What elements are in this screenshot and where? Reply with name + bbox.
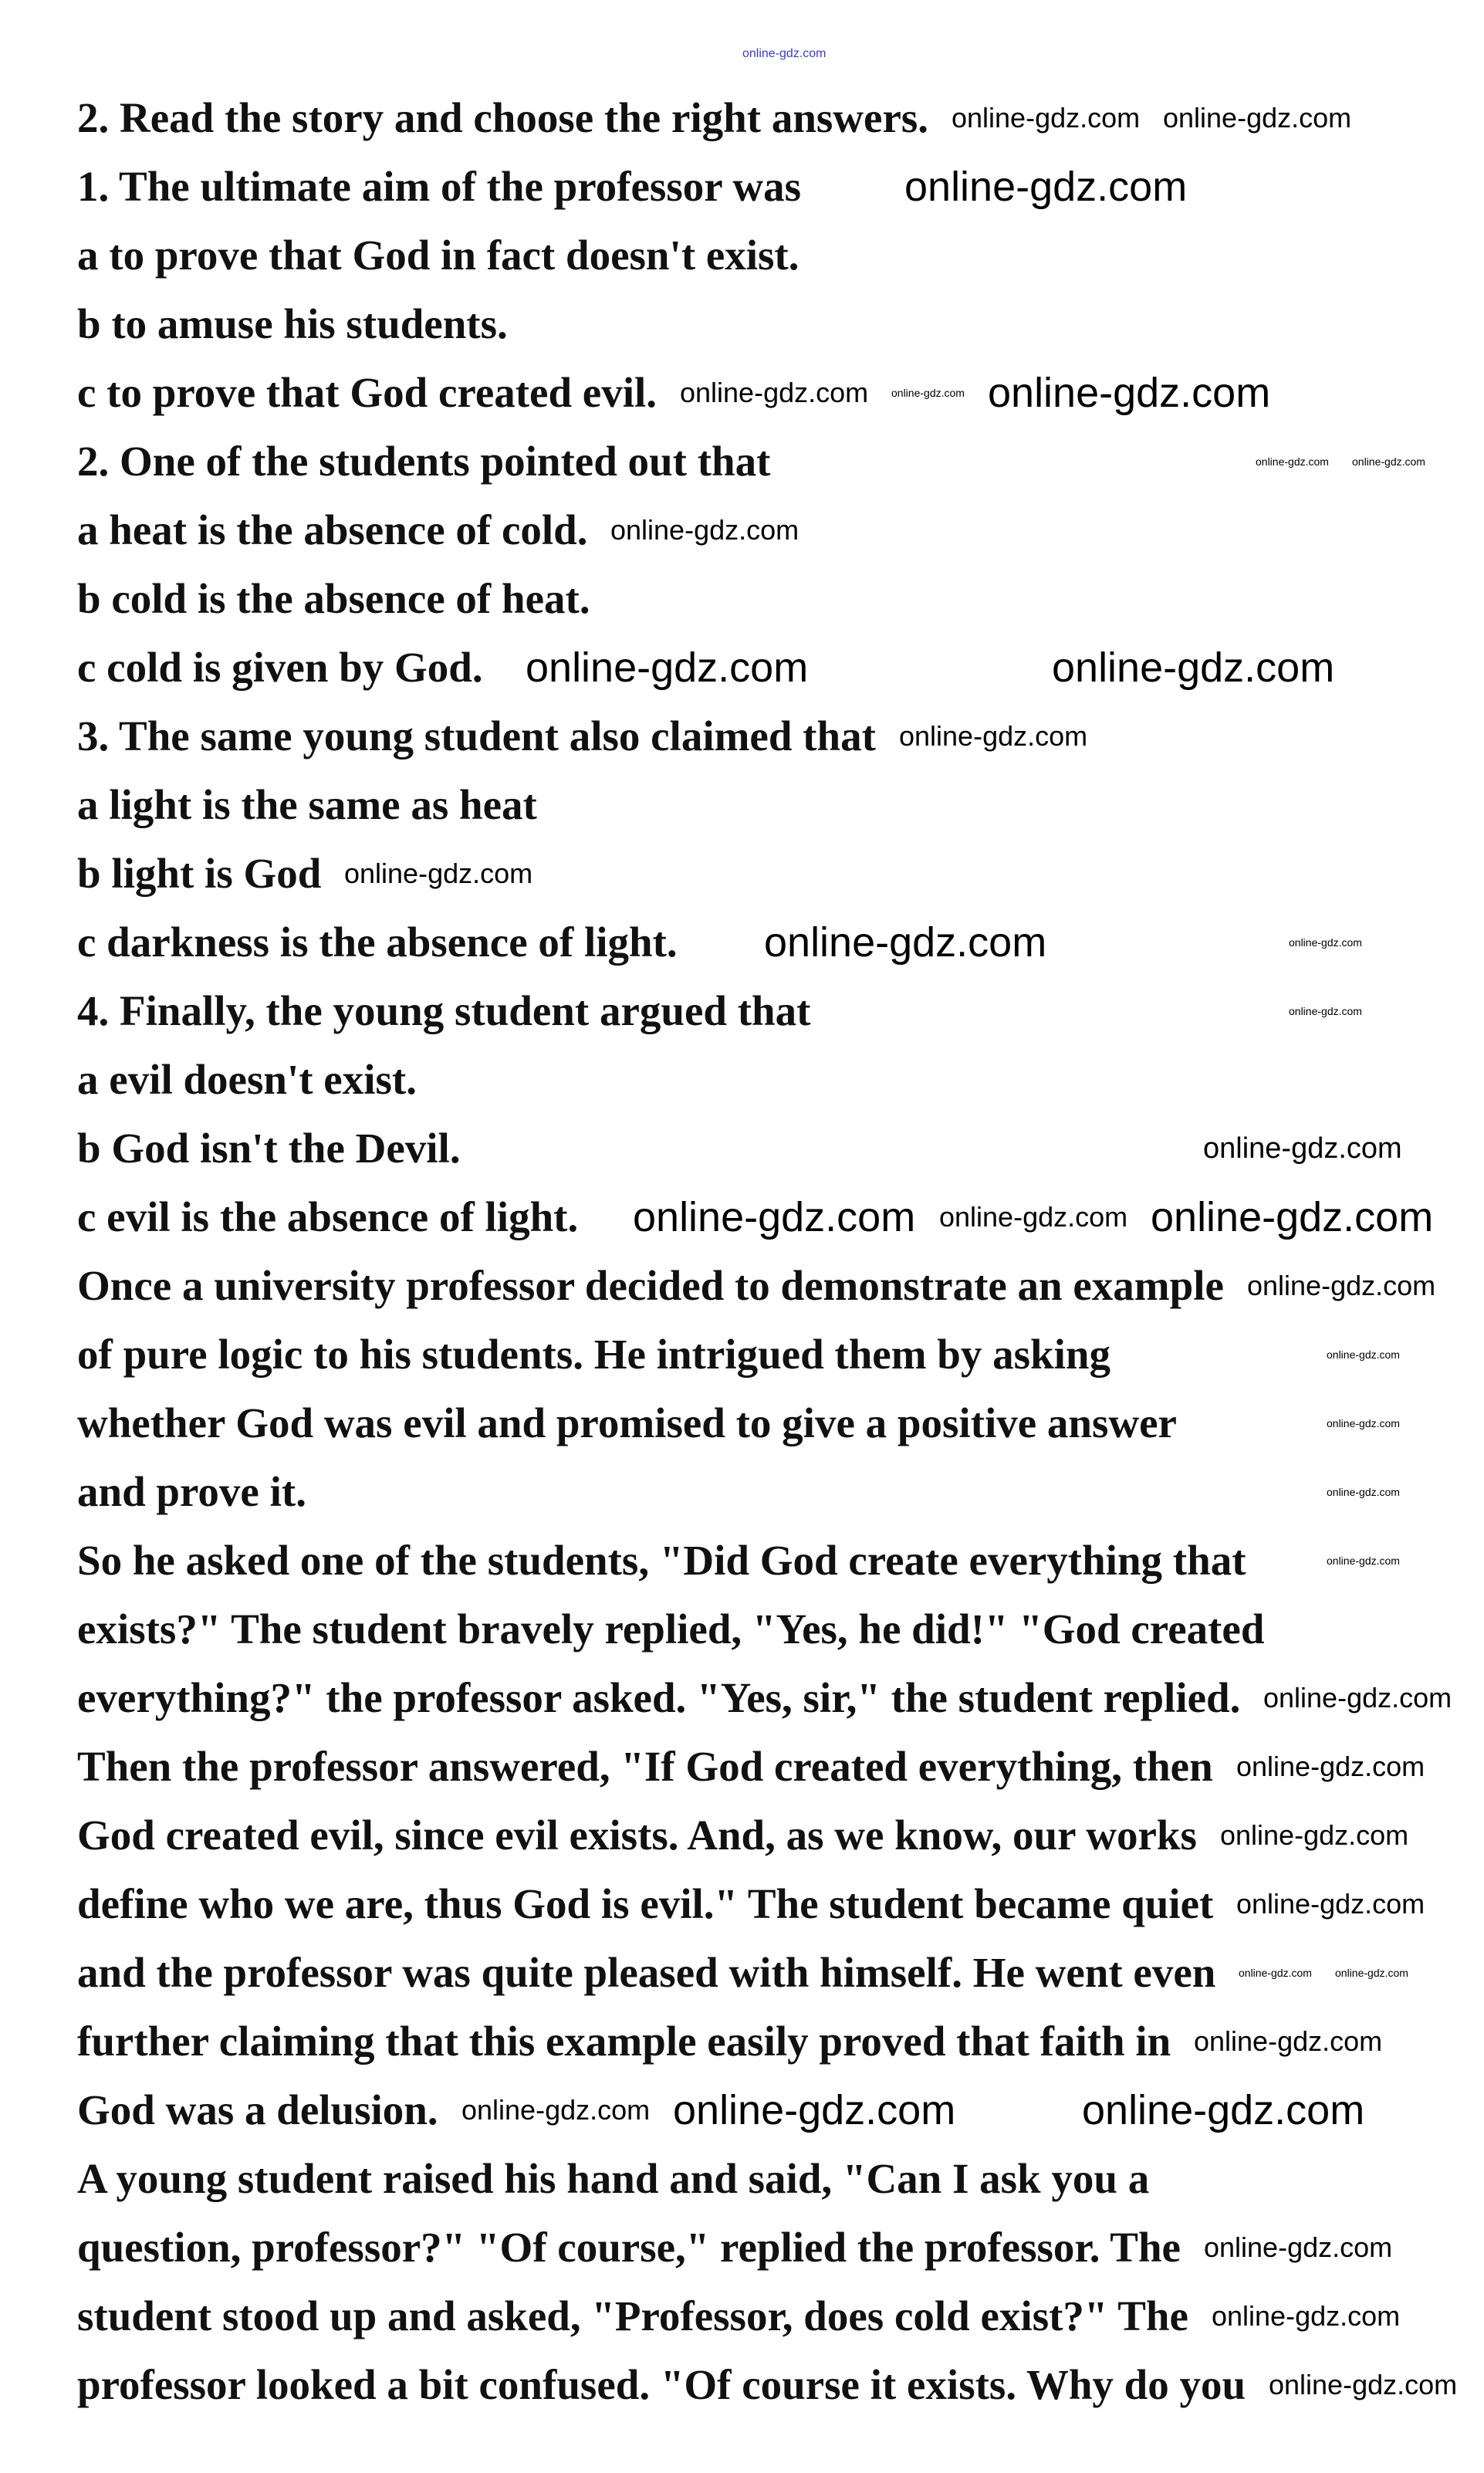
watermark: online-gdz.com	[764, 919, 1047, 966]
question-line: c darkness is the absence of light.	[77, 918, 678, 966]
watermark: online-gdz.com	[1194, 2025, 1383, 2057]
question-line: b to amuse his students.	[77, 300, 508, 347]
watermark: online-gdz.com	[899, 720, 1088, 752]
watermark: online-gdz.com	[904, 164, 1188, 210]
watermark: online-gdz.com	[673, 2087, 956, 2133]
watermark: online-gdz.com	[1327, 1486, 1400, 1498]
watermark: online-gdz.com	[1269, 2369, 1458, 2400]
watermark: online-gdz.com	[1289, 936, 1362, 949]
story-line: further claiming that this example easily proved that faith in	[77, 2018, 1171, 2065]
watermark: online-gdz.com	[1352, 455, 1425, 468]
question-line: a heat is the absence of cold.	[77, 506, 588, 553]
story-line: exists?" The student bravely replied, "Yes, he did!" "God created	[77, 1605, 1265, 1653]
question-line: a evil doesn't exist.	[77, 1056, 417, 1103]
question-line: c evil is the absence of light.	[77, 1193, 579, 1240]
watermark: online-gdz.com	[461, 2094, 651, 2126]
question-line: b God isn't the Devil.	[77, 1125, 461, 1172]
watermark: online-gdz.com	[1247, 1270, 1436, 1301]
story-line: Once a university professor decided to demonstrate an example	[77, 1262, 1224, 1309]
story-line: God was a delusion.	[77, 2086, 438, 2133]
watermark: online-gdz.com	[1151, 1194, 1434, 1240]
story-line: So he asked one of the students, "Did God create everything that	[77, 1537, 1246, 1584]
watermark: online-gdz.com	[742, 47, 827, 60]
story-line: and prove it.	[77, 1468, 306, 1515]
question-line: 1. The ultimate aim of the professor was	[77, 163, 802, 210]
story-line: of pure logic to his students. He intrigued them by asking	[77, 1331, 1110, 1378]
watermark: online-gdz.com	[1256, 455, 1329, 468]
exercise-heading: 2. Read the story and choose the right answers.	[77, 94, 929, 141]
watermark: online-gdz.com	[891, 387, 965, 399]
watermark: online-gdz.com	[633, 1194, 916, 1240]
watermark: online-gdz.com	[1327, 1417, 1400, 1429]
watermark: online-gdz.com	[526, 644, 809, 691]
question-line: c to prove that God created evil.	[77, 369, 657, 416]
story-line: define who we are, thus God is evil." The student became quiet	[77, 1880, 1214, 1927]
story-line: student stood up and asked, "Professor, does cold exist?" The	[77, 2292, 1188, 2339]
question-line: a to prove that God in fact doesn't exist.	[77, 232, 799, 279]
story-line: Then the professor answered, "If God created everything, then	[77, 1743, 1213, 1790]
question-line: 3. The same young student also claimed that	[77, 712, 876, 759]
watermark: online-gdz.com	[1236, 1751, 1425, 1782]
watermark: online-gdz.com	[939, 1201, 1128, 1233]
story-line: everything?" the professor asked. "Yes, sir," the student replied.	[77, 1674, 1241, 1721]
watermark: online-gdz.com	[1163, 102, 1352, 134]
watermark: online-gdz.com	[1220, 1819, 1409, 1851]
question-line: b light is God	[77, 850, 322, 897]
story-line: and the professor was quite pleased with himself. He went even	[77, 1949, 1216, 1996]
question-line: 2. One of the students pointed out that	[77, 438, 771, 485]
watermark: online-gdz.com	[1212, 2300, 1401, 2332]
watermark: online-gdz.com	[1204, 2231, 1393, 2263]
watermark: online-gdz.com	[1327, 1348, 1400, 1361]
watermark: online-gdz.com	[1082, 2087, 1365, 2133]
question-line: a light is the same as heat	[77, 781, 537, 828]
story-line: whether God was evil and promised to give a positive answer	[77, 1399, 1177, 1446]
watermark: online-gdz.com	[1052, 644, 1335, 691]
watermark: online-gdz.com	[1239, 1967, 1312, 1979]
watermark: online-gdz.com	[610, 514, 799, 546]
watermark: online-gdz.com	[1203, 1132, 1402, 1165]
story-line: question, professor?" "Of course," replied the professor. The	[77, 2224, 1181, 2271]
story-line: God created evil, since evil exists. And, as we know, our works	[77, 1812, 1197, 1859]
watermark: online-gdz.com	[680, 377, 869, 408]
question-line: c cold is given by God.	[77, 644, 483, 691]
story-line: A young student raised his hand and said, "Can I ask you a	[77, 2155, 1150, 2202]
question-line: b cold is the absence of heat.	[77, 575, 590, 622]
story-line: professor looked a bit confused. "Of course it exists. Why do you	[77, 2361, 1246, 2408]
watermark: online-gdz.com	[1289, 1005, 1362, 1017]
watermark: online-gdz.com	[952, 102, 1141, 134]
watermark: online-gdz.com	[988, 370, 1271, 416]
watermark: online-gdz.com	[1236, 1888, 1425, 1920]
watermark: online-gdz.com	[1335, 1967, 1408, 1979]
watermark: online-gdz.com	[1327, 1555, 1400, 1567]
watermark: online-gdz.com	[344, 858, 533, 889]
question-line: 4. Finally, the young student argued that	[77, 987, 811, 1034]
watermark: online-gdz.com	[1263, 1682, 1452, 1714]
